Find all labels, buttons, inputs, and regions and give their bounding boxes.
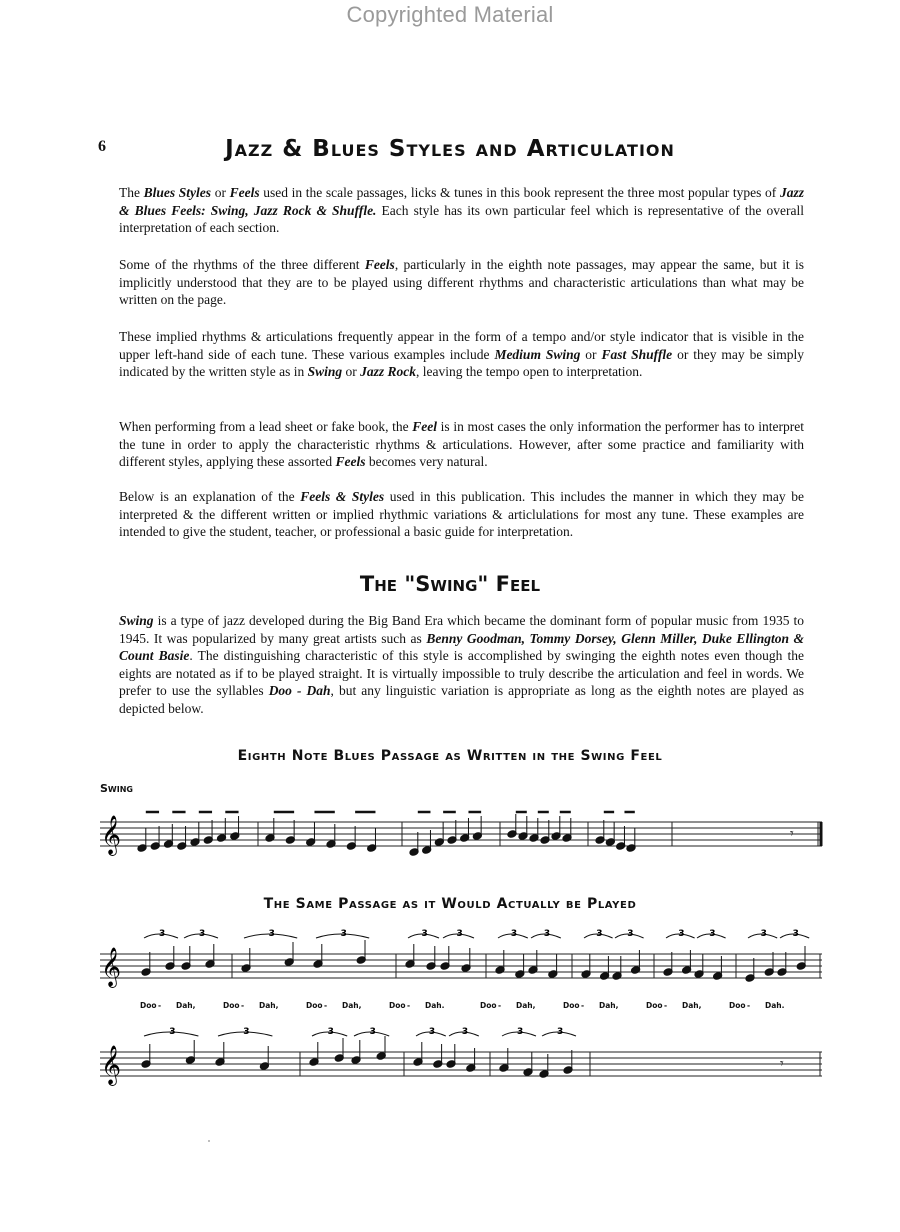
syllable: Doo (646, 1001, 663, 1010)
syllable: - (664, 1001, 668, 1010)
triplet-number: 3 (268, 929, 275, 939)
swing-section-body: Swing is a type of jazz developed during the Big Band Era which became the dominant form of popular music from 1935 to 1945. It was popularized by many great artists such as Benny Goodman, Tommy Dorsey, Glenn Miller, Duke Ellington & Count Basie. The distinguishing characteristic of this style is accomplished by swinging the eighth notes even though the eights are notated as if to be played straight. It is virtually impossible to truly describe the articulation and feel in words. We prefer to use the syllables Doo - Dah, but any linguistic variation is appropriate as long as the eighth notes are played as depicted below. (119, 613, 804, 716)
triplet-number: 3 (557, 1027, 564, 1037)
intro-paragraph-1: The Blues Styles or Feels used in the scale passages, licks & tunes in this book represent the three most popular types of Jazz & Blues Feels: Swing, Jazz Rock & Shuffle. Each style has its own particular feel which is representative of the overall interpretation of each section. (119, 185, 804, 236)
treble-clef-icon: 𝄞 (101, 947, 122, 987)
triplet-number: 3 (327, 1027, 334, 1037)
syllable: Dah, (176, 1001, 196, 1010)
triplet-number: 3 (709, 929, 716, 939)
page-number: 6 (98, 138, 106, 155)
triplet-number: 3 (760, 929, 767, 939)
triplet-number: 3 (199, 929, 206, 939)
emphasis-text: Fast Shuffle (601, 346, 673, 362)
copyright-watermark: Copyrighted Material (346, 2, 554, 27)
syllable: - (581, 1001, 585, 1010)
rest-icon: 𝄾 (790, 827, 794, 842)
emphasis-text: Swing (307, 364, 343, 380)
triplet-number: 3 (543, 929, 551, 939)
style-marking: Swing (100, 782, 133, 795)
triplet-number: 3 (517, 1027, 524, 1037)
syllable: - (747, 1001, 751, 1010)
triplet-number: 3 (369, 1027, 376, 1037)
emphasis-text: Feel (412, 419, 438, 434)
syllable: Doo (223, 1001, 240, 1010)
triplet-number: 3 (627, 929, 634, 939)
syllable: - (158, 1001, 162, 1010)
triplet-number: 3 (159, 929, 166, 939)
triplet-number: 3 (510, 929, 518, 939)
emphasis-text: Doo - Dah (268, 683, 331, 699)
emphasis-text: Medium Swing (494, 346, 581, 362)
syllable: Dah, (342, 1001, 362, 1010)
music-staff-played-2 (0, 1022, 900, 1102)
syllable: Dah, (682, 1001, 702, 1010)
syllable: - (241, 1001, 245, 1010)
syllable: Doo (480, 1001, 497, 1010)
intro-paragraph-2: Some of the rhythms of the three different Feels, particularly in the eighth note passages, may appear the same, but it is implicitly understood that they are to be played using different rhythms and characteristic articulations than what may be written on the page. (119, 257, 805, 308)
triplet-number: 3 (340, 929, 347, 939)
emphasis-text: Jazz & Blues Feels: Swing, Jazz Rock & Shuffle. (119, 185, 804, 218)
syllable: Dah, (599, 1001, 619, 1010)
music-staff-played-1 (0, 924, 900, 1004)
treble-clef-icon: 𝄞 (101, 1045, 122, 1085)
triplet-number: 3 (461, 1027, 469, 1037)
triplet-number: 3 (678, 929, 685, 939)
triplet-number: 3 (792, 929, 799, 939)
syllable-row (140, 1001, 810, 1017)
syllable: - (407, 1001, 411, 1010)
syllable: Doo (140, 1001, 157, 1010)
example-2-caption: The Same Passage as it Would Actually be Played (263, 896, 637, 912)
triplet-number: 3 (428, 1027, 436, 1037)
triplet-number: 3 (456, 929, 463, 939)
syllable: - (498, 1001, 502, 1010)
syllable: Dah. (765, 1001, 785, 1010)
triplet-number: 3 (596, 929, 603, 939)
triplet-number: 3 (169, 1027, 176, 1037)
swing-section-heading: The "Swing" Feel (359, 572, 541, 596)
emphasis-text: Feels (364, 257, 395, 272)
intro-paragraph-4: When performing from a lead sheet or fake book, the Feel is in most cases the only information the performer has to interpret the tune in order to apply the characteristic rhythms & articulations. However, after some practice and familiarity with different styles, applying these assorted Feels becomes very natural. (119, 419, 805, 470)
music-staff-written (0, 800, 900, 870)
emphasis-text: Jazz Rock (360, 364, 416, 380)
syllable: Doo (563, 1001, 580, 1010)
syllable: Dah. (425, 1001, 445, 1010)
intro-paragraph-3: These implied rhythms & articulations frequently appear in the form of a tempo and/or style indicator that is visible in the upper left-hand side of each tune. These various examples include Medium Swing or Fast Shuffle or they may be simply indicated by the written style as in Swing or Jazz Rock, leaving the tempo open to interpretation. (119, 329, 805, 380)
print-speck (208, 1140, 210, 1142)
triplet-number: 3 (421, 929, 428, 939)
page-title: Jazz & Blues Styles and Articulation (225, 136, 675, 162)
syllable: Doo (389, 1001, 406, 1010)
emphasis-text: Swing (119, 613, 154, 628)
emphasis-text: Blues Styles (143, 185, 212, 200)
syllable: Dah, (259, 1001, 279, 1010)
emphasis-text: Feels (229, 185, 260, 200)
syllable: Dah, (516, 1001, 536, 1010)
emphasis-text: Feels & Styles (300, 489, 385, 504)
treble-clef-icon: 𝄞 (101, 815, 122, 855)
syllable: - (324, 1001, 328, 1010)
syllable: Doo (306, 1001, 323, 1010)
triplet-number: 3 (243, 1027, 250, 1037)
emphasis-text: Benny Goodman, Tommy Dorsey, Glenn Miller, Duke Ellington & Count Basie (119, 630, 804, 664)
intro-paragraph-5: Below is an explanation of the Feels & Styles used in this publication. This includes the manner in which they may be interpreted & the different written or implied rhythmic variations & articlulations for most any tune. These examples are intended to give the student, teacher, or professional a basic guide for interpretation. (119, 489, 804, 540)
example-1-caption: Eighth Note Blues Passage as Written in the Swing Feel (237, 748, 663, 764)
emphasis-text: Feels (335, 454, 366, 470)
syllable: Doo (729, 1001, 746, 1010)
rest-icon: 𝄾 (780, 1057, 784, 1072)
